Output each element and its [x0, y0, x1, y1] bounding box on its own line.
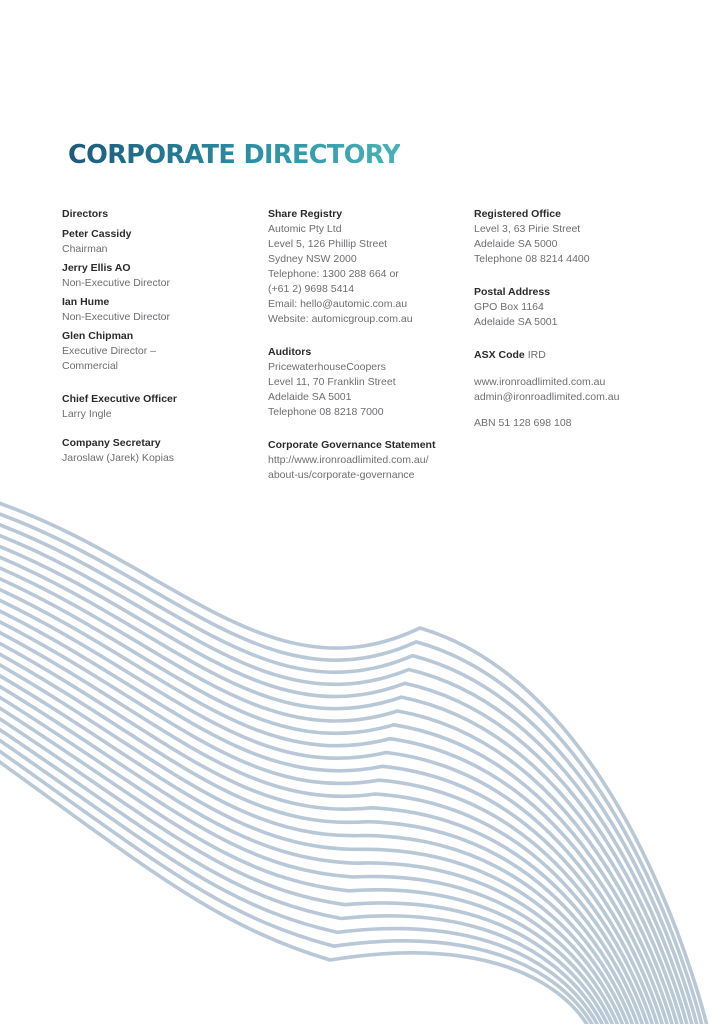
director-name: Ian Hume	[62, 296, 110, 308]
governance-heading: Corporate Governance Statement	[268, 439, 436, 451]
share-registry-line: Automic Pty Ltd	[268, 223, 342, 235]
share-registry-email: Email: hello@automic.com.au	[268, 298, 408, 310]
asx-heading: ASX Code	[474, 349, 525, 361]
asx-code: IRD	[527, 349, 546, 361]
director-role: Chairman	[62, 243, 108, 255]
office-column	[474, 207, 694, 431]
email: admin@ironroadlimited.com.au	[474, 391, 620, 403]
directors-heading: Directors	[62, 208, 109, 220]
postal-line: GPO Box 1164	[474, 301, 544, 313]
page-title: CORPORATE DIRECTORY	[68, 140, 401, 170]
director-name: Jerry Ellis AO	[62, 262, 131, 274]
auditors-line: Adelaide SA 5001	[268, 391, 352, 403]
auditors-line: Level 11, 70 Franklin Street	[268, 376, 396, 388]
directors-column	[62, 207, 262, 466]
auditors-line: PricewaterhouseCoopers	[268, 361, 386, 373]
ceo-name: Larry Ingle	[62, 408, 112, 420]
share-registry-heading: Share Registry	[268, 208, 343, 220]
ceo-heading: Chief Executive Officer	[62, 393, 177, 405]
share-registry-website: Website: automicgroup.com.au	[268, 313, 413, 325]
wave-line	[0, 521, 698, 1024]
director-role: Commercial	[62, 360, 119, 372]
director-role: Non-Executive Director	[62, 311, 170, 323]
secretary-name: Jaroslaw (Jarek) Kopias	[62, 452, 175, 464]
auditors-line: Telephone 08 8218 7000	[268, 406, 384, 418]
registered-office-heading: Registered Office	[474, 208, 561, 220]
wave-line	[0, 702, 615, 1024]
decorative-waves	[0, 440, 724, 1024]
director-name: Glen Chipman	[62, 330, 134, 342]
postal-heading: Postal Address	[474, 286, 551, 298]
abn: ABN 51 128 698 108	[474, 417, 572, 429]
share-registry-line: Sydney NSW 2000	[268, 253, 357, 265]
governance-url: about-us/corporate-governance	[268, 469, 415, 481]
registered-office-line: Telephone 08 8214 4400	[474, 253, 590, 265]
share-registry-line: (+61 2) 9698 5414	[268, 283, 355, 295]
share-registry-line: Telephone: 1300 288 664 or	[268, 268, 399, 280]
registered-office-line: Adelaide SA 5000	[474, 238, 558, 250]
wave-line	[0, 734, 600, 1024]
postal-line: Adelaide SA 5001	[474, 316, 558, 328]
director-name: Peter Cassidy	[62, 228, 132, 240]
auditors-heading: Auditors	[268, 346, 312, 358]
website: www.ironroadlimited.com.au	[474, 376, 606, 388]
registered-office-line: Level 3, 63 Pirie Street	[474, 223, 581, 235]
share-registry-line: Level 5, 126 Phillip Street	[268, 238, 388, 250]
secretary-heading: Company Secretary	[62, 437, 161, 449]
governance-url: http://www.ironroadlimited.com.au/	[268, 454, 429, 466]
director-role: Non-Executive Director	[62, 277, 170, 289]
asx-code-line	[474, 348, 694, 363]
director-role: Executive Director –	[62, 345, 156, 357]
